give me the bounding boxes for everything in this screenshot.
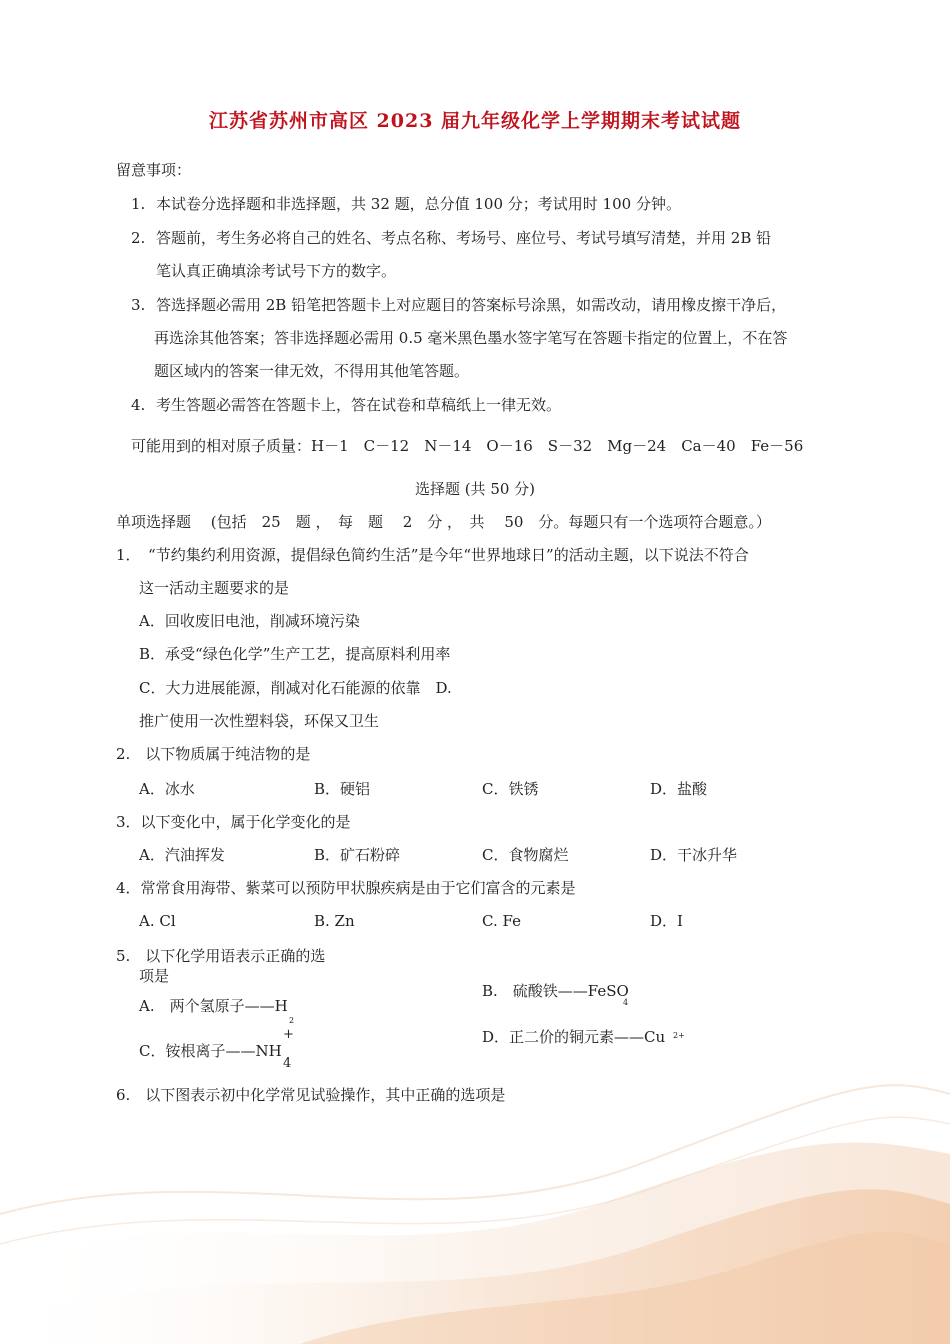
atomic-mass-line: 可能用到的相对原子质量：H－1 C－12 N－14 O－16 S－32 Mg－24 Ca－40 Fe－56 — [131, 437, 804, 455]
notice-4-number: 4. — [131, 396, 146, 414]
question-4-option-b: B. Zn — [314, 912, 355, 930]
question-3-option-a: A．汽油挥发 — [139, 846, 225, 864]
notice-2-number: 2. — [131, 229, 146, 247]
question-6-stem: 6. 以下图表示初中化学常见试验操作，其中正确的选项是 — [116, 1086, 506, 1104]
section-title: 选择题 (共 50 分) — [414, 480, 536, 498]
question-5-stem: 5. 以下化学用语表示正确的选 — [116, 947, 326, 965]
notice-1-line: 本试卷分选择题和非选择题，共 32 题，总分值 100 分；考试用时 100 分钟。 — [156, 195, 681, 213]
notice-1-number: 1. — [131, 195, 146, 213]
question-1-option-a: A．回收废旧电池，削减环境污染 — [139, 612, 360, 630]
question-1-option-c: C．大力进展能源，削减对化石能源的依靠 D. — [139, 679, 452, 697]
question-3-option-d: D．干冰升华 — [650, 846, 738, 864]
notice-3-line: 再选涂其他答案；答非选择题必需用 0.5 毫米黑色墨水签字笔写在答题卡指定的位置上，不在答 — [154, 329, 788, 347]
question-5-option-d-superscript: 2+ — [673, 1031, 685, 1040]
question-2-stem: 2. 以下物质属于纯洁物的是 — [116, 745, 311, 763]
question-3-stem: 3．以下变化中，属于化学变化的是 — [116, 813, 351, 831]
document-title: 江苏省苏州市高区 2023 届九年级化学上学期期末考试试题 — [208, 110, 742, 132]
notice-3-line: 题区域内的答案一律无效，不得用其他笔答题。 — [154, 362, 470, 380]
question-5-option-a: A. 两个氢原子——H — [139, 997, 288, 1015]
question-5-stem: 项是 — [139, 967, 170, 985]
question-1-stem: 这一活动主题要求的是 — [139, 579, 290, 597]
question-5-option-d: D．正二价的铜元素——Cu — [482, 1028, 666, 1046]
question-5-option-c-subscript: 4 — [283, 1056, 292, 1071]
question-1-option-d: 推广使用一次性塑料袋，环保又卫生 — [139, 712, 380, 730]
decorative-wave-background — [0, 1014, 950, 1344]
question-1-stem: 1． “节约集约利用资源，提倡绿色简约生活”是今年“世界地球日”的活动主题，以下说法不符合 — [116, 546, 749, 564]
question-3-option-b: B．矿石粉碎 — [314, 846, 401, 864]
question-4-stem: 4．常常食用海带、紫菜可以预防甲状腺疾病是由于它们富含的元素是 — [116, 879, 576, 897]
notice-4-line: 考生答题必需答在答题卡上，答在试卷和草稿纸上一律无效。 — [156, 396, 562, 414]
question-5-option-c: C．铵根离子——NH — [139, 1042, 282, 1060]
question-5-option-c-superscript: + — [283, 1027, 294, 1042]
notice-3-line: 答选择题必需用 2B 铅笔把答题卡上对应题目的答案标号涂黑，如需改动，请用橡皮擦干净后， — [156, 296, 787, 314]
question-4-option-a: A. Cl — [139, 912, 176, 930]
question-5-option-b-subscript: 4 — [623, 998, 629, 1007]
question-2-option-a: A．冰水 — [139, 780, 195, 798]
question-1-option-b: B．承受“绿色化学”生产工艺，提高原料利用率 — [139, 645, 451, 663]
notice-2-line: 答题前，考生务必将自己的姓名、考点名称、考场号、座位号、考试号填写清楚，并用 2B 铅 — [156, 229, 772, 247]
question-2-option-c: C．铁锈 — [482, 780, 539, 798]
question-3-option-c: C．食物腐烂 — [482, 846, 569, 864]
question-4-option-c: C. Fe — [482, 912, 521, 930]
question-4-option-d: D．I — [650, 912, 683, 930]
question-2-option-d: D．盐酸 — [650, 780, 708, 798]
notice-3-number: 3. — [131, 296, 146, 314]
question-2-option-b: B．硬铝 — [314, 780, 371, 798]
section-description: 单项选择题 (包括 25 题 ， 每 题 2 分 ， 共 50 分。每题只有一个选项符合题意。） — [116, 513, 771, 531]
question-5-option-b: B. 硫酸铁——FeSO — [482, 982, 629, 1000]
notice-2-line: 笔认真正确填涂考试号下方的数字。 — [156, 262, 397, 280]
question-5-option-a-subscript: 2 — [289, 1016, 295, 1025]
notice-heading: 留意事项： — [116, 161, 192, 179]
